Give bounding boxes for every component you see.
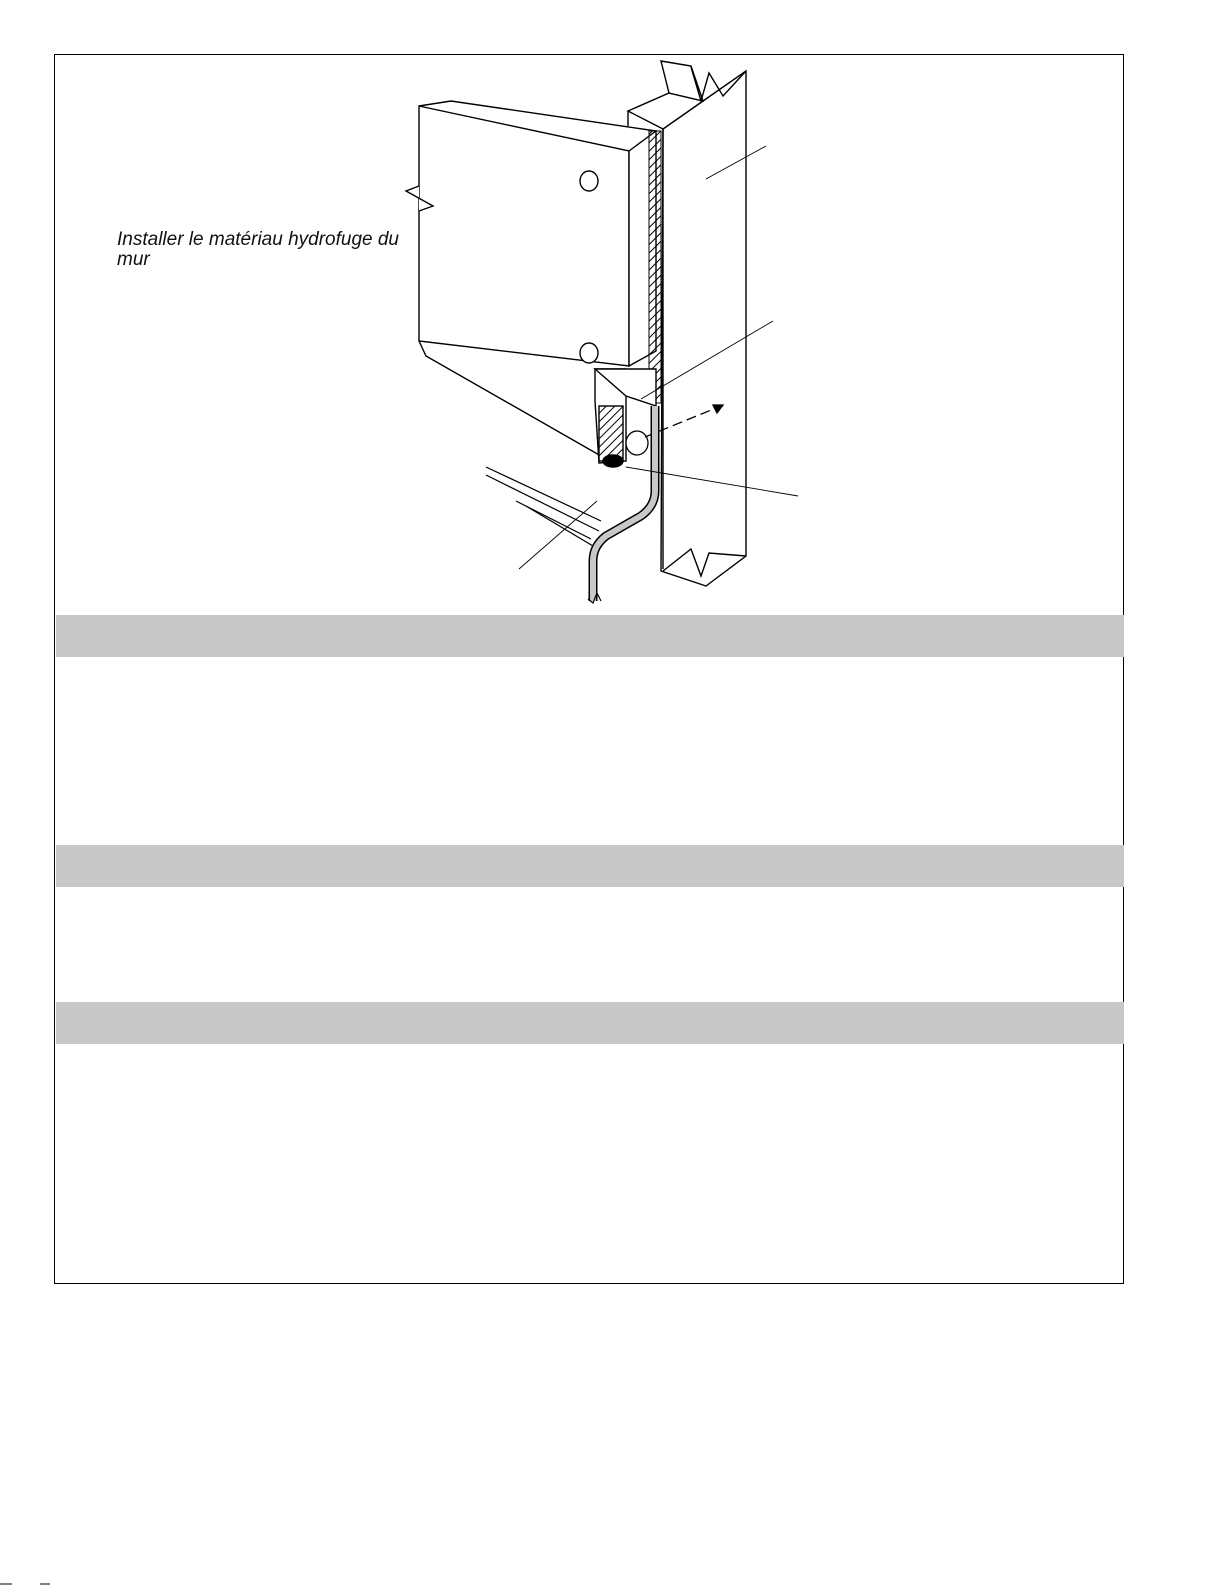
page-footer-mark (0, 1579, 60, 1585)
section-header-bar (56, 615, 1124, 657)
membrane-strip (649, 131, 661, 403)
section-header-bar (56, 1002, 1124, 1044)
instruction-label: Installer le matériau hydrofuge du mur (117, 229, 399, 270)
section-header-bar (56, 845, 1124, 887)
floor-edge-lines (486, 467, 601, 546)
page-frame (54, 54, 1124, 1284)
wall-waterproofing-illustration (55, 55, 1123, 615)
shim-block (595, 369, 656, 467)
